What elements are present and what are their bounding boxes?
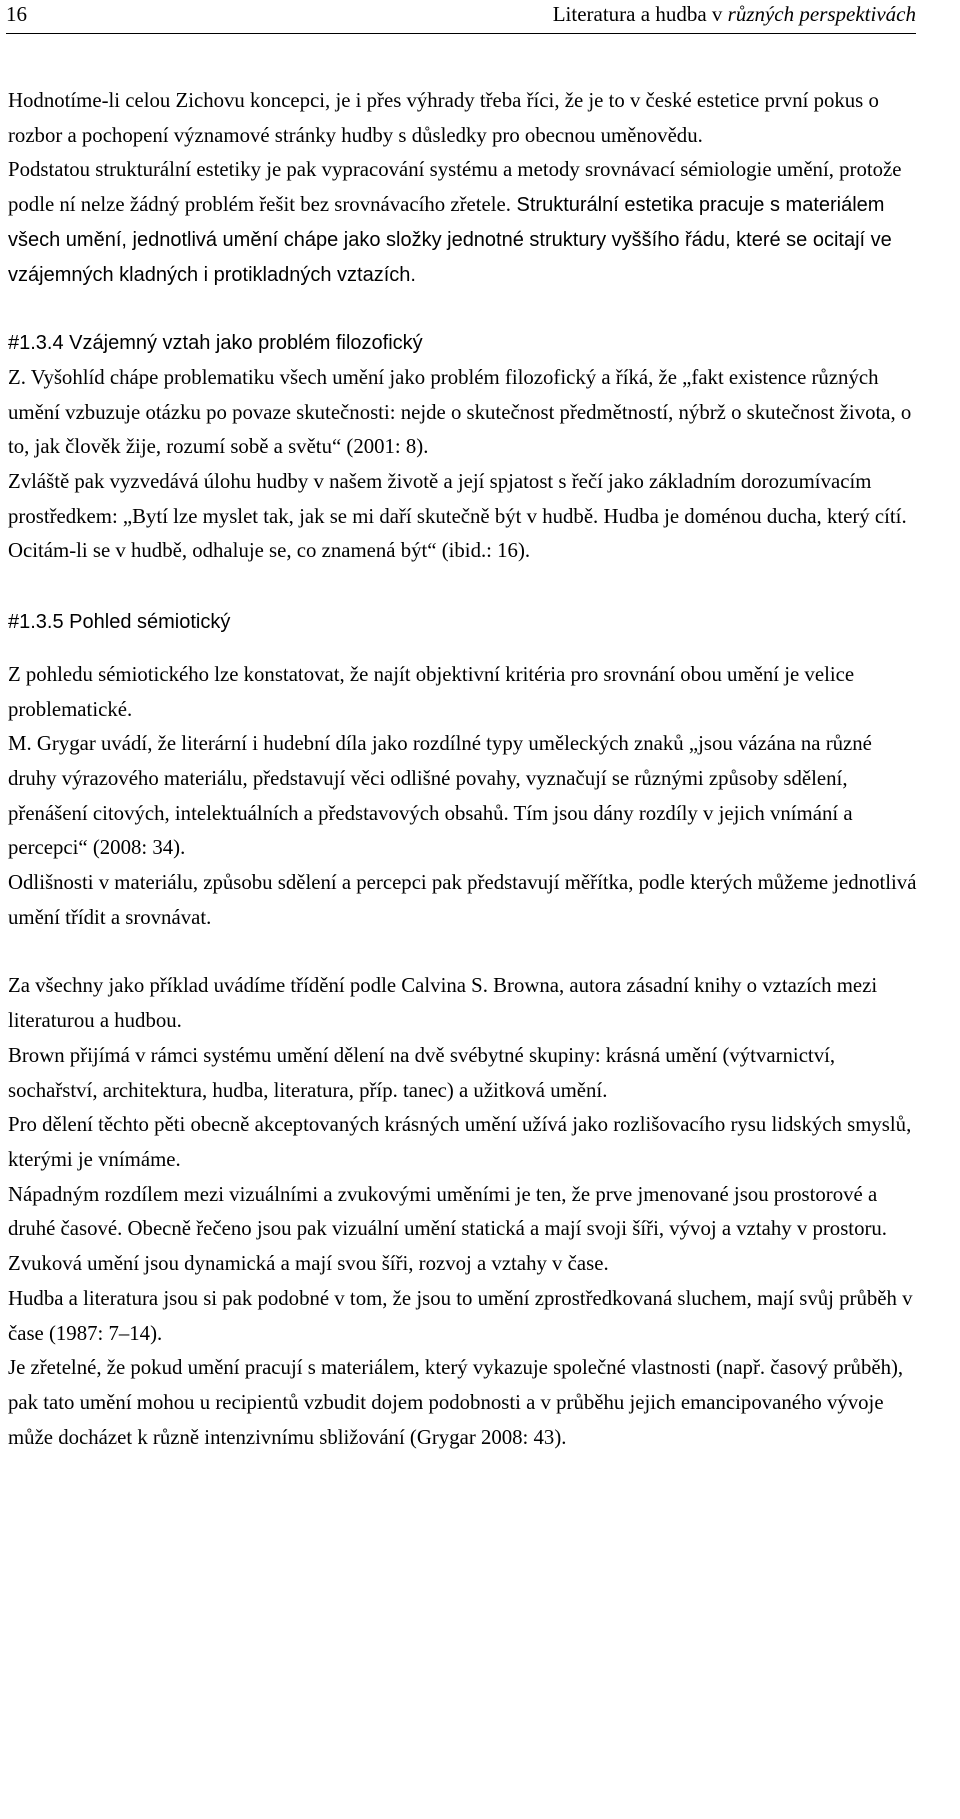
paragraph-differences: Odlišnosti v materiálu, způsobu sdělení a percepci pak představují měřítka, podle kterých můžeme jednotlivá umění třídit a srovnávat. [8, 871, 917, 929]
paragraph-brown-arts: Brown přijímá v rámci systému umění dělení na dvě svébytné skupiny: krásná umění (výtvarnictví, sochařství, architektura, hudba, literatura, příp. tanec) a užitková umění. [8, 1043, 836, 1102]
document-body [8, 84, 923, 1455]
running-title-italic: různých perspektivách [727, 2, 916, 26]
paragraph-music-speech: Zvláště pak vyzvedává úlohu hudby v našem životě a její spjatost s řečí jako základním dorozumívacím prostředkem: „Bytí lze myslet tak, jak se mi daří skutečně být v hudbě. Hudba je doménou ducha, který cítí. Ocitám-li se v hudbě, odhaluje se, co znamená být“ (ibid.: 16). [8, 470, 907, 563]
paragraph-vysohlid: Z. Vyšohlíd chápe problematiku všech umění jako problém filozofický a říká, že „fakt existence různých umění vzbuzuje otázku po povaze skutečnosti: nejde o skutečnost předmětností, nýbrž o skutečnost života, o to, jak člověk žije, rozumí sobě a světu“ (2001: 8). [8, 365, 912, 459]
running-header [6, 0, 916, 34]
paragraph-brown-intro: Za všechny jako příklad uvádíme třídění podle Calvina S. Browna, autora zásadní knihy o vztazích mezi literaturou a hudbou. [8, 974, 878, 1033]
paragraph-senses: Pro dělení těchto pěti obecně akceptovaných krásných umění užívá jako rozlišovacího rysu lidských smyslů, kterými je vnímáme. [8, 1113, 912, 1171]
section-heading-1-3-5: #1.3.5 Pohled sémiotický [8, 611, 231, 634]
paragraph-structural-aesthetics [8, 153, 923, 292]
page-number: 16 [6, 2, 27, 26]
running-title-plain: Literatura a hudba v [552, 2, 728, 26]
paragraph-spatial-temporal: Nápadným rozdílem mezi vizuálními a zvukovými uměními je ten, že prve jmenované jsou prostorové a druhé časové. Obecně řečeno jsou pak vizuální umění statická a mají svoji šíři, vývoj a vztahy v prostoru. Zvuková umění jsou dynamická a mají svou šíři, rozvoj a vztahy v čase. [8, 1182, 887, 1276]
paragraph-structural-aesthetics-serif: Podstatou strukturální estetiky je pak vypracování systému a metody srovnávací sémiologie umění, protože podle ní nelze žádný problém řešit bez srovnávacího zřetele. [8, 158, 902, 217]
paragraph-zich: Hodnotíme-li celou Zichovu koncepci, je i přes výhrady třeba říci, že je to v české estetice první pokus o rozbor a pochopení významové stránky hudby s důsledky pro obecnou uměnovědu. [8, 89, 879, 147]
running-title [553, 0, 916, 28]
paragraph-music-literature: Hudba a literatura jsou si pak podobné v tom, že jsou to umění zprostředkovaná sluchem, mají svůj průběh v čase (1987: 7–14). [8, 1286, 913, 1345]
paragraph-grygar: M. Grygar uvádí, že literární i hudební díla jako rozdílné typy uměleckých znaků „jsou vázána na různé druhy výrazového materiálu, představují věci odlišné povahy, vyznačují se různými způsoby sdělení, přenášení citových, intelektuálních a představových obsahů. Tím jsou dány rozdíly v jejich vnímání a percepci“ (2008: 34). [8, 732, 872, 860]
paragraph-semiotic-view: Z pohledu sémiotického lze konstatovat, že najít objektivní kritéria pro srovnání obou umění je velice problematické. [8, 662, 855, 721]
paragraph-structural-aesthetics-sans: Strukturální estetika pracuje s materiálem všech umění, jednotlivá umění chápe jako složky jednotné struktury vyššího řádu, které se ocitají ve vzájemných kladných i protikladných vztazích. [8, 194, 892, 286]
section-heading-1-3-4: #1.3.4 Vzájemný vztah jako problém filozofický [8, 332, 423, 355]
paragraph-conclusion: Je zřetelné, že pokud umění pracují s materiálem, který vykazuje společné vlastnosti (např. časový průběh), pak tato umění mohou u recipientů vzbudit dojem podobnosti a v průběhu jejich emancipovaného vývoje může docházet k různě intenzivnímu sbližování (Grygar 2008: 43). [8, 1356, 904, 1449]
